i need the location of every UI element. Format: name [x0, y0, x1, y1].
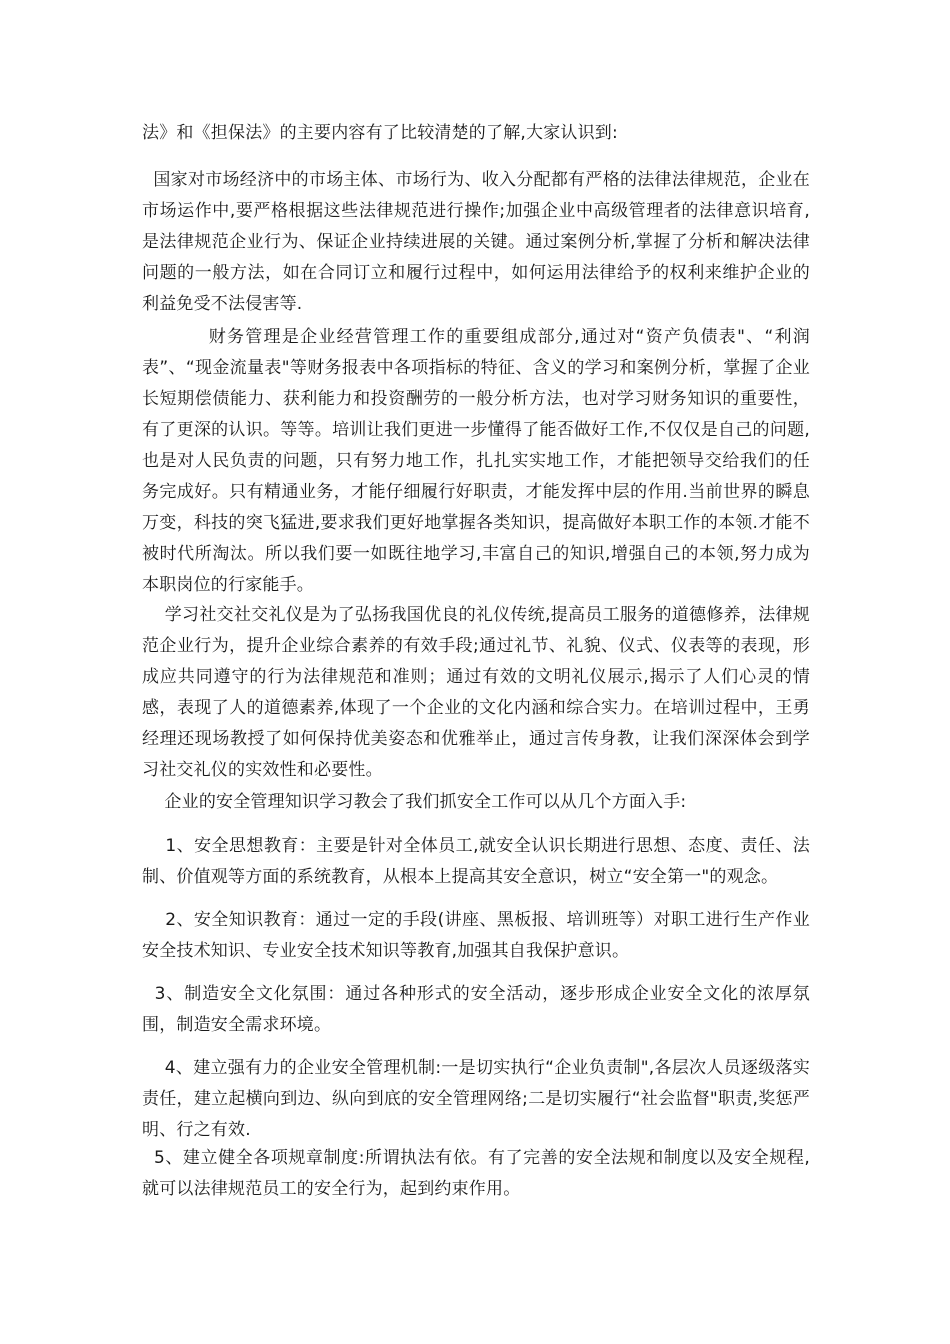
- paragraph-safety-item-4: 4、建立强有力的企业安全管理机制:一是切实执行“企业负责制",各层次人员逐级落实责任，建立起横向到边、纵向到底的安全管理网络;二是切实履行“社会监督"职责,奖惩严明、行之有效.: [142, 1058, 810, 1140]
- paragraph-safety-item-3: 3、制造安全文化氛围：通过各种形式的安全活动，逐步形成企业安全文化的浓厚氛围，制造安全需求环境。: [142, 984, 810, 1035]
- paragraph-safety-item-1: 1、安全思想教育：主要是针对全体员工,就安全认识长期进行思想、态度、责任、法制、价值观等方面的系统教育，从根本上提高其安全意识，树立“安全第一"的观念。: [142, 836, 810, 887]
- paragraph-financial-management: 财务管理是企业经营管理工作的重要组成部分,通过对“资产负债表"、“利润表”、“现金流量表"等财务报表中各项指标的特征、含义的学习和案例分析，掌握了企业长短期偿债能力、获利能力和投资酬劳的一般分析方法，也对学习财务知识的重要性，有了更深的认识。等等。培训让我们更进一步懂得了能否做好工作,不仅仅是自己的问题,也是对人民负责的问题，只有努力地工作，扎扎实实地工作，才能把领导交给我们的任务完成好。只有精通业务，才能仔细履行好职责，才能发挥中层的作用.当前世界的瞬息万变，科技的突飞猛进,要求我们更好地掌握各类知识，提高做好本职工作的本领.才能不被时代所淘汰。所以我们要一如既往地学习,丰富自己的知识,增强自己的本领,努力成为本职岗位的行家能手。: [142, 327, 810, 595]
- paragraph-safety-intro: 企业的安全管理知识学习教会了我们抓安全工作可以从几个方面入手:: [142, 792, 687, 812]
- paragraph-legal-norms: 国家对市场经济中的市场主体、市场行为、收入分配都有严格的法律法律规范，企业在市场运作中,要严格根据这些法律规范进行操作;加强企业中高级管理者的法律意识培育,是法律规范企业行为、保证企业持续进展的关键。通过案例分析,掌握了分析和解决法律问题的一般方法，如在合同订立和履行过程中，如何运用法律给予的权利来维护企业的利益免受不法侵害等.: [142, 170, 810, 314]
- paragraph-safety-item-2: 2、安全知识教育：通过一定的手段(讲座、黑板报、培训班等）对职工进行生产作业安全技术知识、专业安全技术知识等教育,加强其自我保护意识。: [142, 910, 810, 961]
- paragraph-social-etiquette: 学习社交社交礼仪是为了弘扬我国优良的礼仪传统,提高员工服务的道德修养，法律规范企业行为，提升企业综合素养的有效手段;通过礼节、礼貌、仪式、仪表等的表现，形成应共同遵守的行为法律规范和准则；通过有效的文明礼仪展示,揭示了人们心灵的情感，表现了人的道德素养,体现了一个企业的文化内涵和综合实力。在培训过程中，王勇经理还现场教授了如何保持优美姿态和优雅举止，通过言传身教，让我们深深体会到学习社交礼仪的实效性和必要性。: [142, 605, 810, 780]
- paragraph-intro-line: 法》和《担保法》的主要内容有了比较清楚的了解,大家认识到:: [142, 123, 618, 143]
- paragraph-safety-item-5: 5、建立健全各项规章制度:所谓执法有依。有了完善的安全法规和制度以及安全规程,就可以法律规范员工的安全行为，起到约束作用。: [142, 1148, 810, 1199]
